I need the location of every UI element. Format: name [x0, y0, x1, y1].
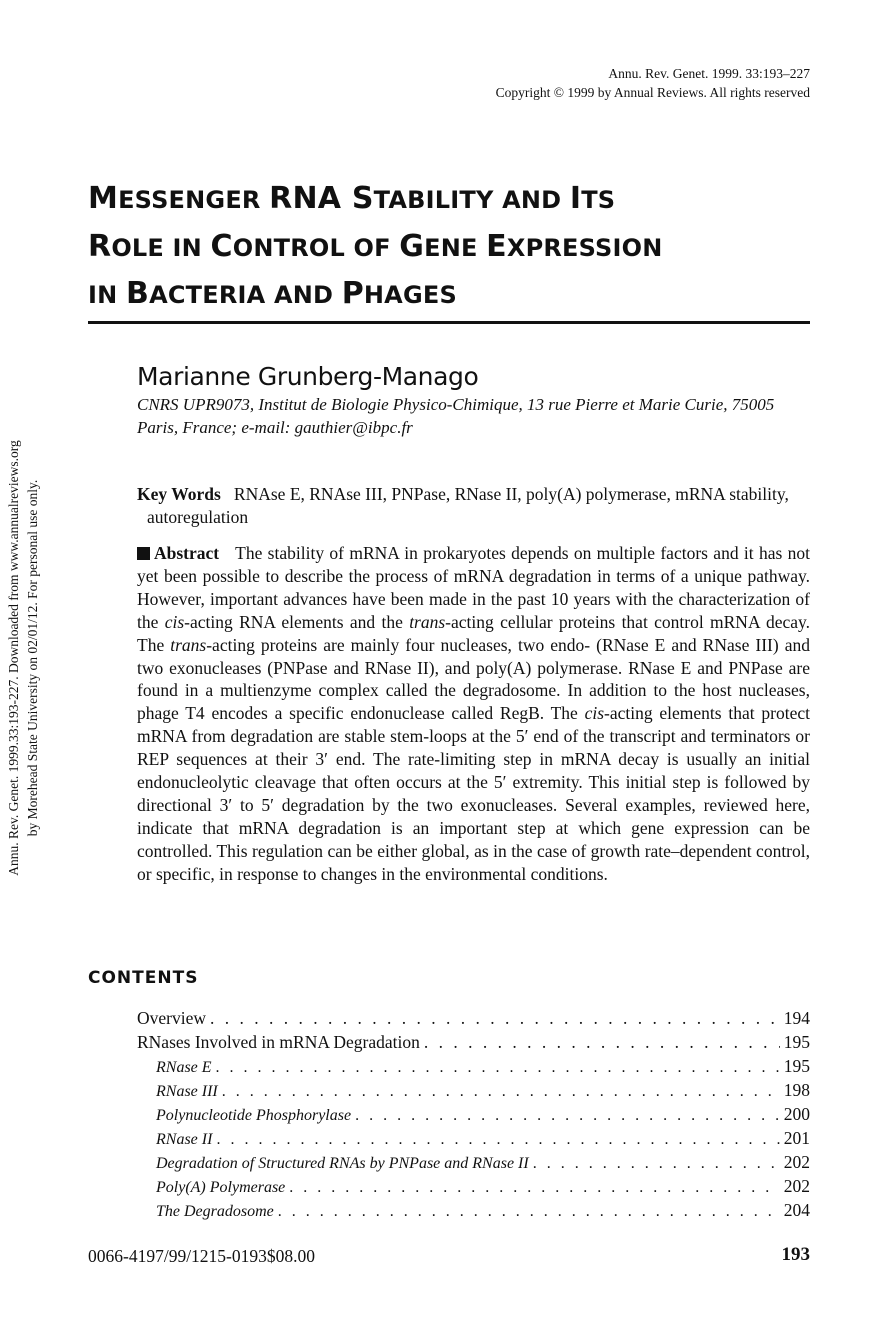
abstract-label: Abstract — [154, 543, 220, 563]
toc-leader-dots — [278, 1200, 780, 1224]
toc-entry-page: 195 — [783, 1032, 810, 1052]
running-header — [496, 64, 810, 102]
toc-entry-page: 195 — [783, 1056, 810, 1076]
page-number: 193 — [781, 1244, 810, 1265]
square-bullet-icon — [137, 547, 150, 560]
download-notice-line-1: Annu. Rev. Genet. 1999.33:193-227. Downloaded from www.annualreviews.org — [6, 440, 21, 876]
abstract — [137, 542, 810, 886]
toc-leader-dots — [355, 1104, 780, 1128]
toc-entry-page: 194 — [783, 1008, 810, 1028]
title-line-2: ROLE IN CONTROL OF GENE EXPRESSION — [88, 228, 663, 264]
toc-leader-dots — [533, 1152, 780, 1176]
toc-leader-dots — [289, 1176, 779, 1200]
copyright-line: Copyright © 1999 by Annual Reviews. All rights reserved — [495, 85, 810, 100]
toc-leader-dots — [424, 1030, 780, 1054]
author-name: Marianne Grunberg-Manago — [137, 362, 479, 391]
toc-leader-dots — [210, 1006, 780, 1030]
toc-entry-label: Overview — [137, 1008, 207, 1028]
keywords — [137, 483, 820, 529]
abstract-body: The stability of mRNA in prokaryotes depends on multiple factors and it has not yet been possible to describe the process of mRNA degradation in terms of a unique pathway. However, important advances have been made in the past 10 years with the characterization of the cis-acting RNA elements and the trans-acting cellular proteins that control mRNA decay. The trans-acting proteins are mainly four nucleases, two endo- (RNase E and RNase III) and two exonucleases (PNPase and RNase II), and poly(A) polymerase. RNase E and PNPase are found in a multienzyme complex called the degradosome. In addition to the host nucleases, phage T4 encodes a specific endonuclease called RegB. The cis-acting elements that protect mRNA from degradation are stable stem-loops at the 5′ end of the transcript and terminators or REP sequences at their 3′ end. The rate-limiting step in mRNA decay is usually an initial endonucleolytic cleavage that often occurs at the 5′ extremity. This initial step is followed by directional 3′ to 5′ degradation by the two exonucleases. Several examples, reviewed here, indicate that mRNA degradation is an important step at which gene expression can be controlled. This regulation can be either global, as in the case of growth rate–dependent control, or specific, in response to changes in the environmental conditions. — [137, 543, 810, 884]
keywords-text: RNAse E, RNAse III, PNPase, RNase II, poly(A) polymerase, mRNA stability, autoregulation — [147, 484, 789, 527]
toc-entry — [137, 1006, 810, 1030]
toc-leader-dots — [222, 1080, 780, 1104]
journal-citation: Annu. Rev. Genet. 1999. 33:193–227 — [608, 66, 810, 81]
toc-entry — [137, 1150, 810, 1174]
toc-entry-page: 204 — [783, 1200, 810, 1220]
download-notice — [4, 378, 42, 938]
toc-entry-label: RNases Involved in mRNA Degradation — [137, 1032, 420, 1052]
contents-heading: CONTENTS — [88, 968, 199, 988]
toc-entry-page: 200 — [783, 1104, 810, 1124]
toc-entry-page: 202 — [783, 1176, 810, 1196]
toc-entry-label: RNase E — [156, 1059, 212, 1076]
toc-leader-dots — [216, 1056, 780, 1080]
table-of-contents — [137, 1006, 810, 1222]
title-rule — [88, 321, 810, 324]
toc-entry-label: The Degradosome — [156, 1203, 274, 1220]
toc-entry — [137, 1174, 810, 1198]
toc-entry-page: 202 — [783, 1152, 810, 1172]
title-line-3: IN BACTERIA AND PHAGES — [88, 276, 457, 311]
toc-entry-label: RNase II — [156, 1131, 213, 1148]
toc-entry-page: 198 — [783, 1080, 810, 1100]
toc-entry-page: 201 — [783, 1128, 810, 1148]
toc-entry — [137, 1102, 810, 1126]
author-affiliation: CNRS UPR9073, Institut de Biologie Physico-Chimique, 13 rue Pierre et Marie Curie, 75005 Paris, France; e-mail: gauthier@ibpc.fr — [137, 395, 775, 437]
toc-entry — [137, 1078, 810, 1102]
title-line-1: MESSENGER RNA STABILITY AND ITS — [88, 181, 616, 216]
toc-entry-label: Polynucleotide Phosphorylase — [156, 1107, 352, 1124]
keywords-label: Key Words — [137, 484, 221, 504]
article-code: 0066-4197/99/1215-0193$08.00 — [88, 1246, 316, 1266]
toc-entry — [137, 1126, 810, 1150]
toc-entry — [137, 1030, 810, 1054]
download-notice-line-2: by Morehead State University on 02/01/12. For personal use only. — [25, 479, 40, 837]
toc-leader-dots — [216, 1128, 779, 1152]
toc-entry-label: RNase III — [156, 1083, 218, 1100]
article-title — [88, 176, 810, 319]
toc-entry-label: Poly(A) Polymerase — [156, 1179, 286, 1196]
toc-entry-label: Degradation of Structured RNAs by PNPase and RNase II — [156, 1155, 529, 1172]
toc-entry — [137, 1054, 810, 1078]
toc-entry — [137, 1198, 810, 1222]
